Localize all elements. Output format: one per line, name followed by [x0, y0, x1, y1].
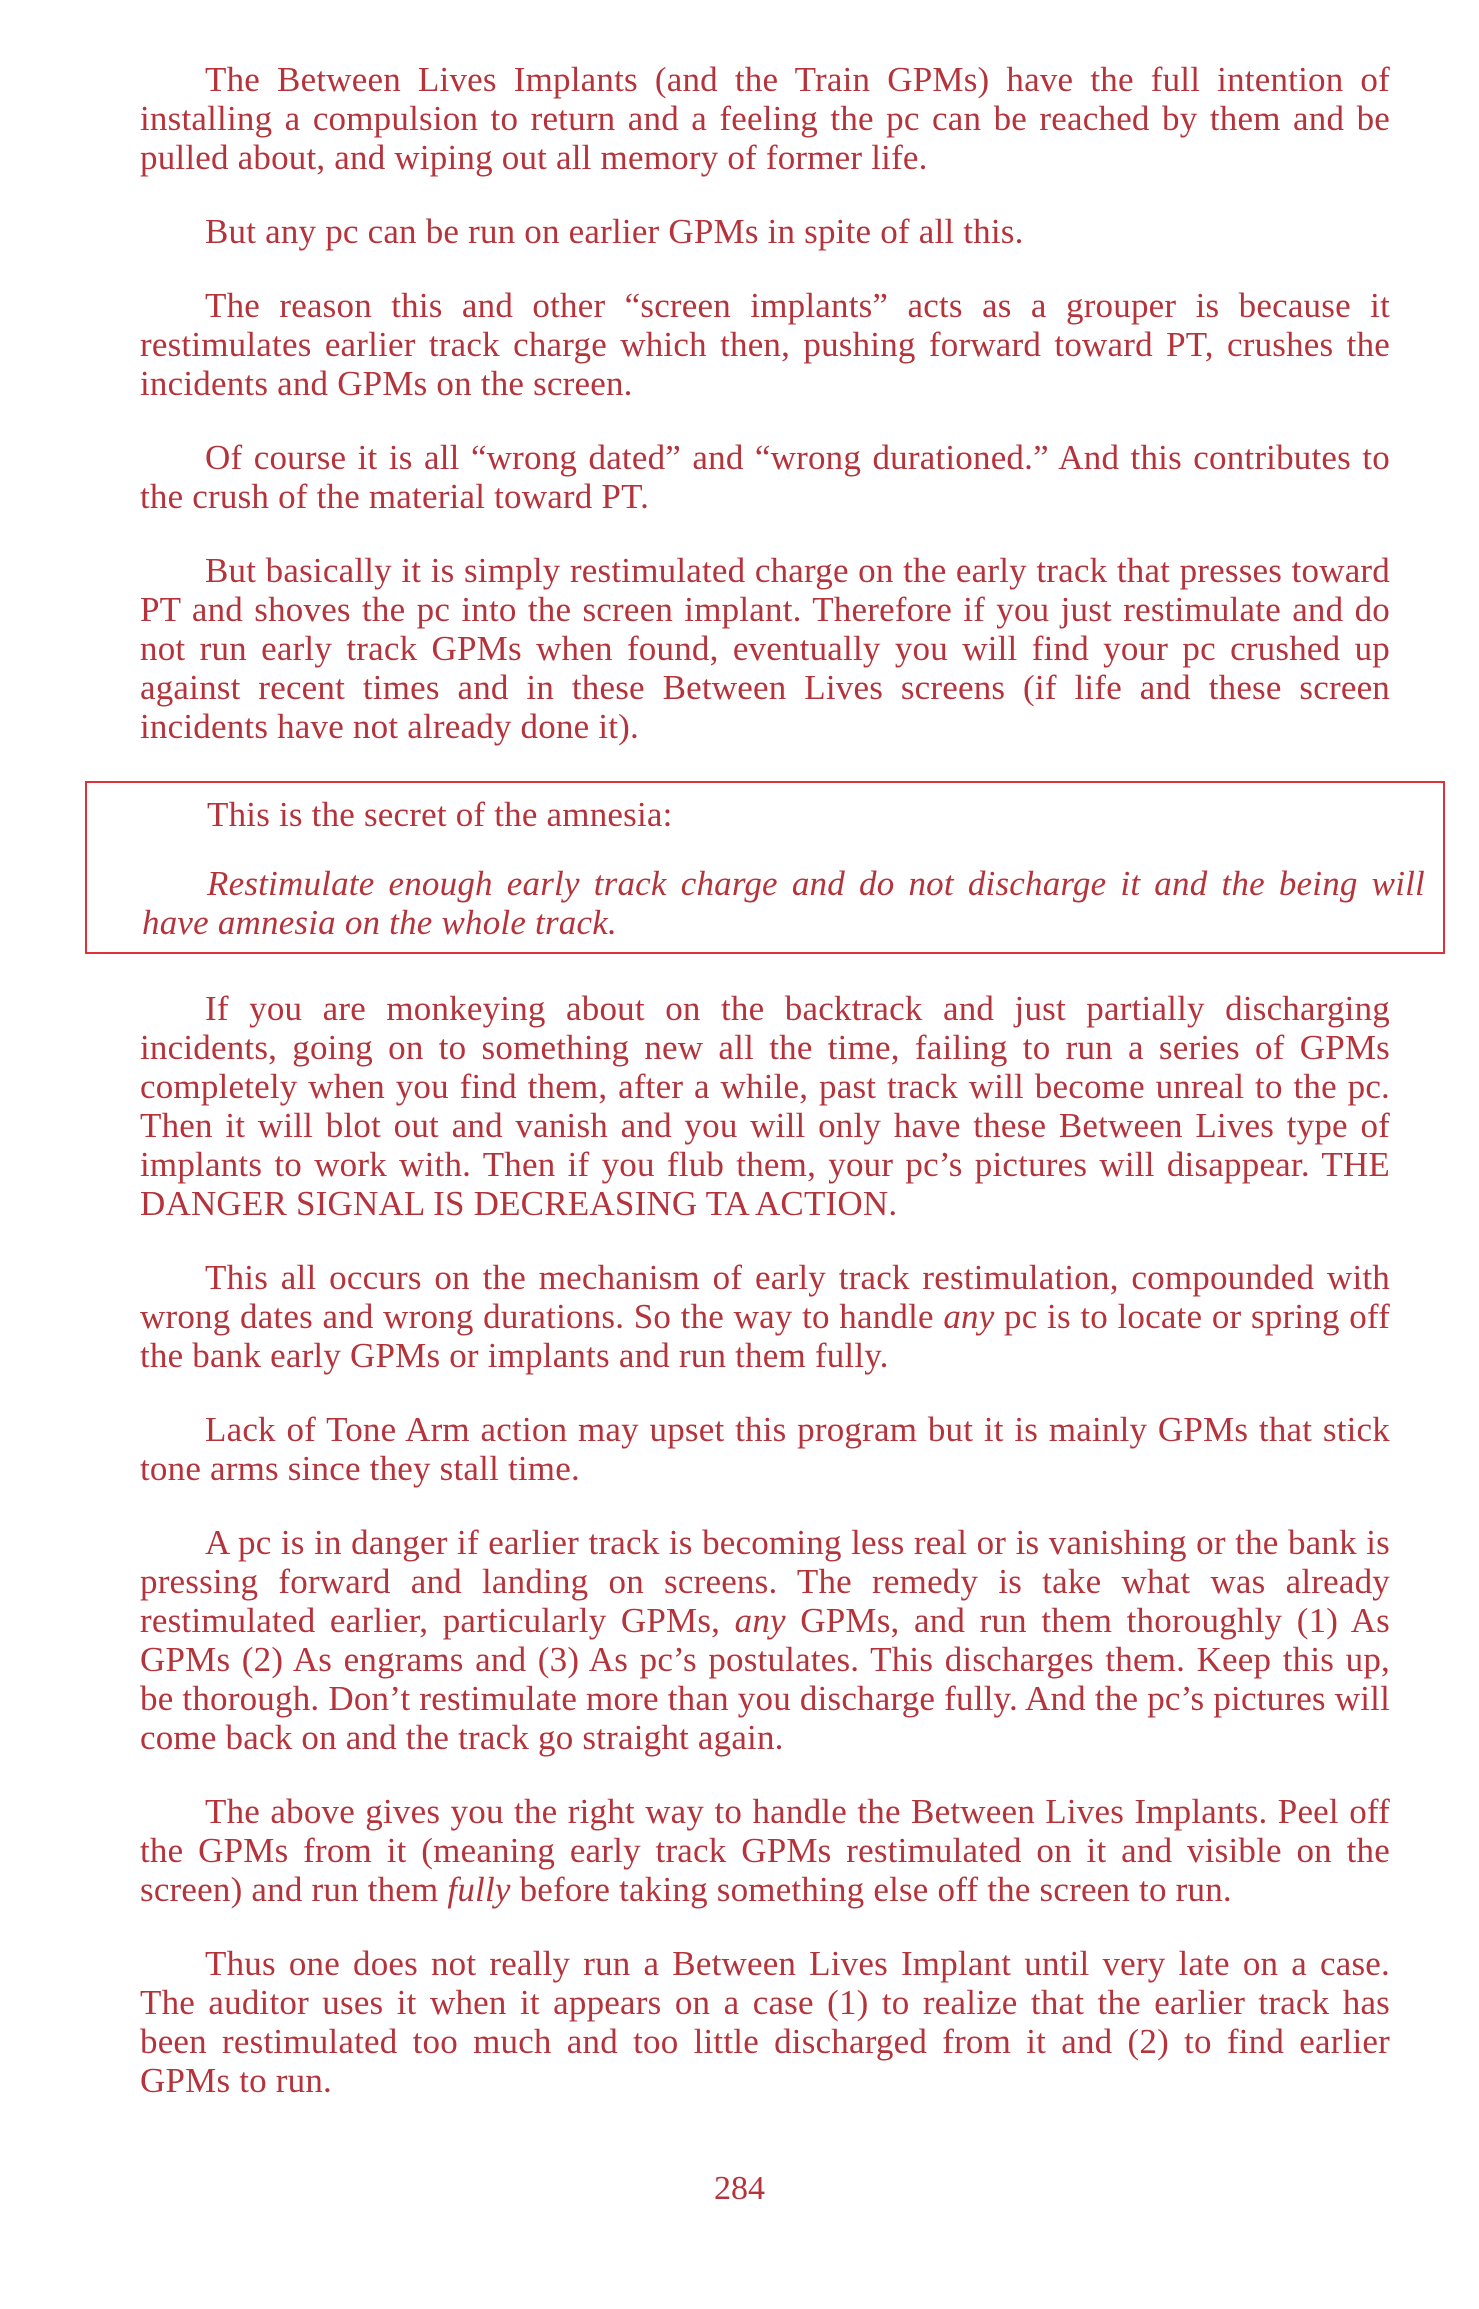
paragraph-2: But any pc can be run on earlier GPMs in spite of all this.	[205, 212, 1024, 251]
paragraph-9-emphasis: any	[734, 1601, 786, 1640]
paragraph-7	[140, 1258, 1390, 1375]
highlight-box-italic	[142, 864, 1425, 942]
highlight-box	[85, 781, 1445, 954]
paragraph-10-emphasis: fully	[447, 1870, 511, 1909]
paragraph-4: Of course it is all “wrong dated” and “wrong durationed.” And this contributes to the crush of the material toward PT.	[140, 438, 1390, 516]
paragraph-10-part-b: before taking something else off the screen to run.	[510, 1870, 1232, 1909]
paragraph-3: The reason this and other “screen implants” acts as a grouper is because it restimulates earlier track charge which then, pushing forward toward PT, crushes the incidents and GPMs on the screen.	[140, 286, 1390, 403]
paragraph-10-part-a: The above gives you the right way to handle the Between Lives Implants. Peel off the GPMs from it (meaning early track GPMs restimulated on it and visible on the screen) and run them	[140, 1792, 1390, 1909]
page-number: 284	[714, 2170, 765, 2207]
paragraph-9-part-a: A pc is in danger if earlier track is becoming less real or is vanishing or the bank is pressing forward and landing on screens. The remedy is take what was already restimulated earlier, particularly GPMs,	[140, 1523, 1390, 1640]
paragraph-1: The Between Lives Implants (and the Train GPMs) have the full intention of installing a compulsion to return and a feeling the pc can be reached by them and be pulled about, and wiping out all memory of former life.	[140, 60, 1390, 177]
paragraph-6: If you are monkeying about on the backtrack and just partially discharging incidents, going on to something new all the time, failing to run a series of GPMs completely when you find them, after a while, past track will become unreal to the pc. Then it will blot out and vanish and you will only have these Between Lives type of implants to work with. Then if you flub them, your pc’s pictures will disappear. THE DANGER SIGNAL IS DECREASING TA ACTION.	[140, 989, 1390, 1223]
paragraph-9	[140, 1523, 1390, 1757]
paragraph-11: Thus one does not really run a Between Lives Implant until very late on a case. The auditor uses it when it appears on a case (1) to realize that the earlier track has been restimulated too much and too little discharged from it and (2) to find earlier GPMs to run.	[140, 1944, 1390, 2100]
paragraph-10	[140, 1792, 1390, 1909]
paragraph-7-part-a: This all occurs on the mechanism of early track restimulation, compounded with wrong dates and wrong durations. So the way to handle	[140, 1258, 1390, 1336]
paragraph-8: Lack of Tone Arm action may upset this program but it is mainly GPMs that stick tone arms since they stall time.	[140, 1410, 1390, 1488]
paragraph-5: But basically it is simply restimulated charge on the early track that presses toward PT and shoves the pc into the screen implant. Therefore if you just restimulate and do not run early track GPMs when found, eventually you will find your pc crushed up against recent times and in these Between Lives screens (if life and these screen incidents have not already done it).	[140, 551, 1390, 746]
page-body	[140, 60, 1425, 2135]
paragraph-7-part-b: pc is to locate or spring off the bank early GPMs or implants and run them fully.	[140, 1297, 1390, 1375]
highlight-box-title: This is the secret of the amnesia:	[207, 795, 673, 834]
paragraph-7-emphasis: any	[943, 1297, 995, 1336]
paragraph-9-part-b: GPMs, and run them thoroughly (1) As GPMs (2) As engrams and (3) As pc’s postulates. This discharges them. Keep this up, be thorough. Don’t restimulate more than you discharge fully. And the pc’s pictures will come back on and the track go straight again.	[140, 1601, 1390, 1757]
highlight-box-italic-text: Restimulate enough early track charge and do not discharge it and the being will have amnesia on the whole track.	[142, 864, 1425, 942]
